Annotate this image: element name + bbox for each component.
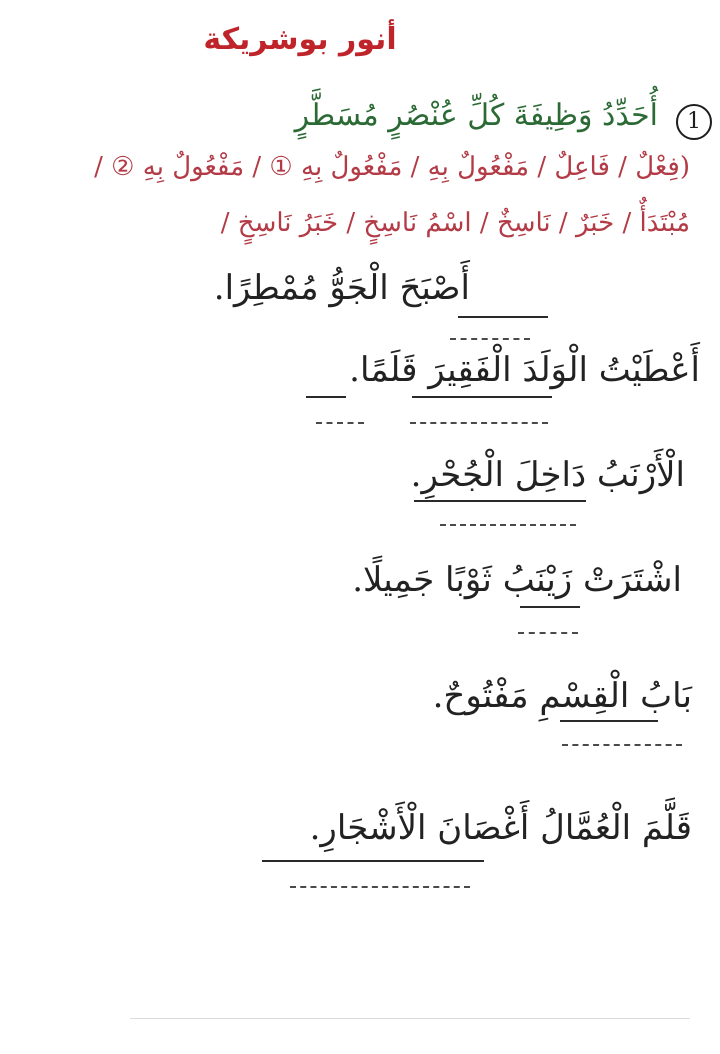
answer-blank-6: [290, 886, 470, 888]
roles-list-line-1: (فِعْلٌ / فَاعِلٌ / مَفْعُولٌ بِهِ / مَفْعُولٌ بِهِ ① / مَفْعُولٌ بِهِ ② /: [94, 152, 690, 182]
underline-5: [560, 720, 658, 722]
author-name: أنور بوشريكة: [203, 22, 397, 57]
sentence-6: قَلَّمَ الْعُمَّالُ أَغْصَانَ الْأَشْجَارِ.: [309, 808, 692, 848]
sentence-4: اشْتَرَتْ زَيْنَبُ ثَوْبًا جَمِيلًا.: [352, 560, 682, 600]
answer-blank-3: [440, 524, 576, 526]
underline-2a: [306, 396, 346, 398]
sentence-2: أَعْطَيْتُ الْوَلَدَ الْفَقِيرَ قَلَمًا.: [349, 350, 700, 390]
answer-blank-4: [518, 632, 578, 634]
page-bottom-rule: [130, 1018, 690, 1019]
answer-blank-2b: [410, 422, 548, 424]
underline-4: [520, 606, 580, 608]
underline-2b: [412, 396, 552, 398]
sentence-3: الْأَرْنَبُ دَاخِلَ الْجُحْرِ.: [410, 455, 685, 495]
sentence-1: أَصْبَحَ الْجَوُّ مُمْطِرًا.: [213, 268, 470, 308]
underline-6: [262, 860, 484, 862]
answer-blank-1: [450, 338, 530, 340]
roles-list-line-2: مُبْتَدَأٌ / خَبَرٌ / نَاسِخٌ / اسْمُ نَاسِخٍ / خَبَرُ نَاسِخٍ /: [220, 208, 690, 238]
sentence-5: بَابُ الْقِسْمِ مَفْتُوحٌ.: [432, 676, 692, 716]
underline-1: [458, 316, 548, 318]
question-instruction: أُحَدِّدُ وَظِيفَةَ كُلِّ عُنْصُرٍ مُسَطَّرٍ: [294, 98, 658, 133]
answer-blank-5: [562, 744, 682, 746]
question-number-badge: 1: [676, 104, 712, 140]
answer-blank-2a: [316, 422, 364, 424]
underline-3: [414, 500, 586, 502]
